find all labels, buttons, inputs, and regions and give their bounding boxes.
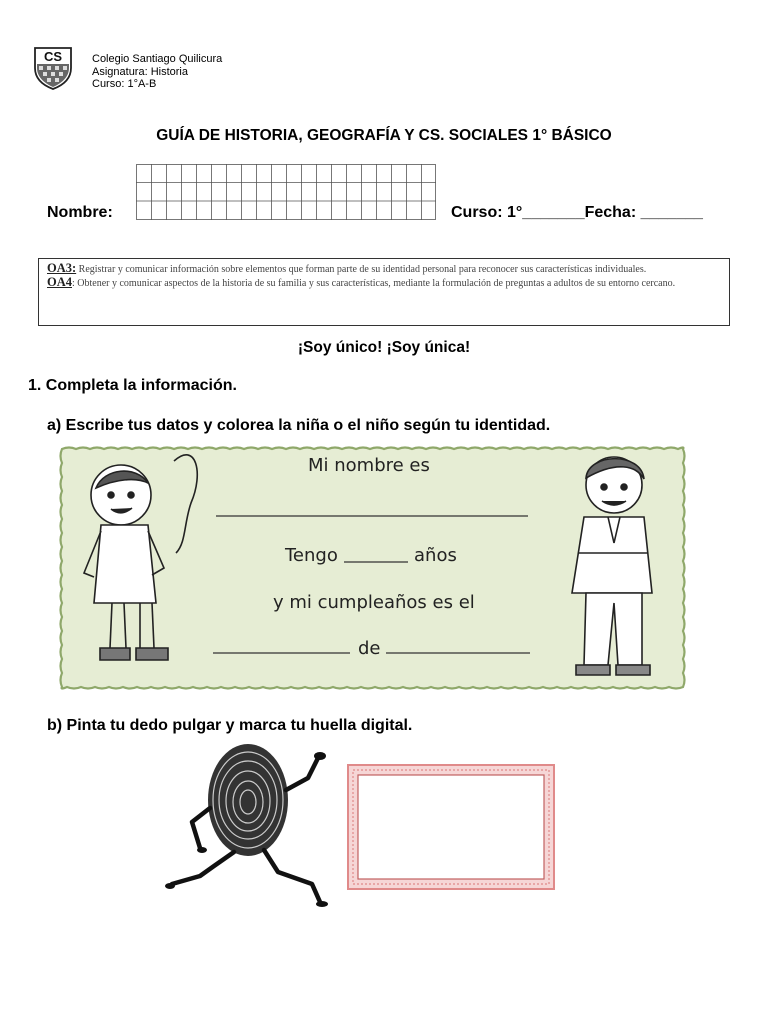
- question-a: a) Escribe tus datos y colorea la niña o el niño según tu identidad.: [47, 417, 551, 434]
- birthday-prompt: y mi cumpleaños es el: [273, 592, 475, 613]
- section-subtitle: ¡Soy único! ¡Soy única!: [297, 339, 471, 356]
- objective-code: OA3:: [47, 261, 77, 275]
- fingerprint-frame[interactable]: [347, 764, 555, 890]
- curso-fecha-field[interactable]: Curso: 1°_______Fecha: _______: [451, 204, 703, 221]
- objectives-box: [38, 258, 730, 326]
- objective-oa4: [47, 276, 721, 290]
- objective-text: : Obtener y comunicar aspectos de la historia de su familia y sus características, mediante la formulación de preguntas a adultos de su entorno cercano.: [72, 278, 676, 289]
- objective-code: OA4: [47, 275, 72, 289]
- school-name: Colegio Santiago Quilicura: [92, 53, 223, 65]
- name-label: Nombre:: [47, 204, 113, 221]
- birthday-de: de: [358, 638, 381, 659]
- objective-text: Registrar y comunicar información sobre elementos que forman parte de su identidad personal para reconocer sus características individuales.: [76, 264, 647, 275]
- age-suffix: años: [414, 545, 457, 566]
- objective-oa3: [47, 262, 721, 276]
- age-prefix: Tengo: [285, 545, 338, 566]
- identity-card: [56, 443, 689, 693]
- subject-label: Asignatura: Historia: [92, 65, 188, 78]
- school-info: [92, 53, 222, 91]
- name-writing-grid[interactable]: [136, 164, 436, 220]
- question-b: b) Pinta tu dedo pulgar y marca tu huella digital.: [47, 717, 413, 734]
- question-1: 1. Completa la información.: [28, 377, 237, 394]
- logo-text: CS: [43, 49, 63, 64]
- page-title: GUÍA DE HISTORIA, GEOGRAFÍA Y CS. SOCIALES 1° BÁSICO: [156, 127, 612, 144]
- fingerprint-character-illustration: [162, 738, 342, 908]
- school-logo: [33, 46, 73, 90]
- name-prompt: Mi nombre es: [308, 455, 430, 476]
- course-label: Curso: 1°A-B: [92, 78, 157, 90]
